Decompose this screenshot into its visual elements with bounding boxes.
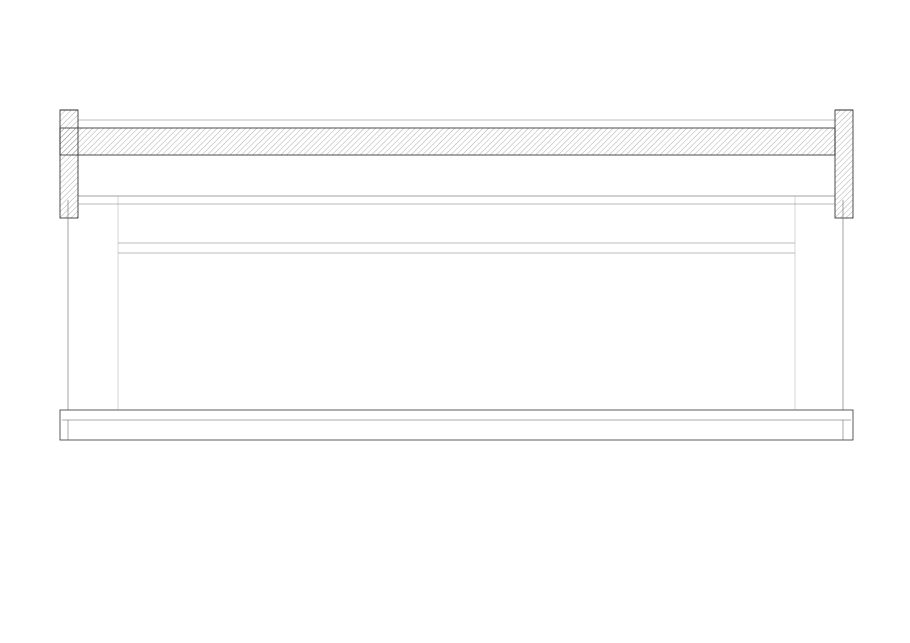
terrace-floor: [60, 196, 853, 440]
perimeter-walls: [60, 110, 853, 218]
right-wall: [835, 110, 853, 218]
bottom-slab: [60, 410, 853, 440]
top-wall: [60, 128, 835, 155]
left-wall: [60, 110, 78, 218]
